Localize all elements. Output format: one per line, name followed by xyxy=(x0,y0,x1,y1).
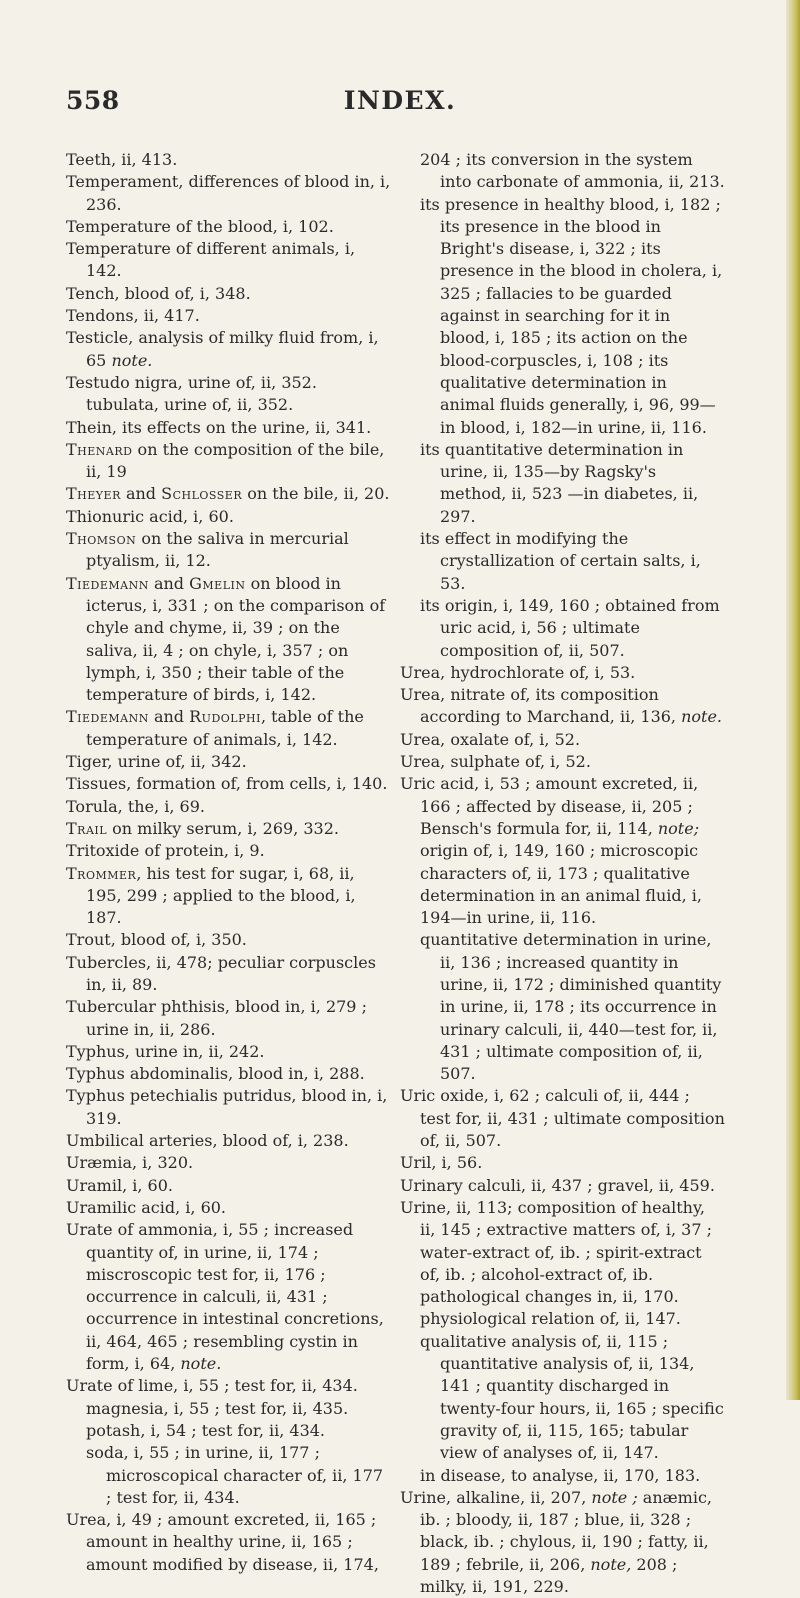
index-entry xyxy=(66,394,393,416)
entry-text: Uræmia, i, 320. xyxy=(66,1153,194,1173)
index-entry xyxy=(66,1041,393,1063)
entry-text: Trout, blood of, i, 350. xyxy=(66,930,247,950)
note-reference: note, xyxy=(590,1554,632,1574)
entry-text: Tubercular phthisis, blood in, i, 279 ; urine in, ii, 286. xyxy=(66,997,367,1039)
index-entry xyxy=(66,706,393,751)
author-name: Thomson xyxy=(66,529,137,549)
entry-text: on milky serum, i, 269, 332. xyxy=(107,818,339,838)
index-entry xyxy=(400,1331,725,1465)
entry-text: and xyxy=(148,707,190,727)
author-name: Tiedemann xyxy=(66,573,149,593)
index-entry xyxy=(66,1152,393,1174)
entry-text: Umbilical arteries, blood of, i, 238. xyxy=(66,1131,349,1151)
entry-text: Urea, i, 49 ; amount excreted, ii, 165 ; amount in healthy urine, ii, 165 ; amount modified by disease, ii, 174, xyxy=(66,1510,379,1574)
index-entry xyxy=(66,1442,393,1509)
index-entry xyxy=(400,194,725,439)
index-entry xyxy=(66,283,393,305)
index-entry xyxy=(400,1487,725,1598)
index-entry xyxy=(66,439,393,484)
index-entry xyxy=(400,1286,725,1308)
index-column-right xyxy=(400,149,725,1598)
author-name: Schlosser xyxy=(161,484,243,504)
index-entry xyxy=(66,1175,393,1197)
entry-text: Urine, ii, 113; composition of healthy, ii, 145 ; extractive matters of, i, 37 ; water-extract of, ib. ; spirit-extract of, ib. ; alcohol-extract of, ib. xyxy=(400,1197,712,1284)
index-entry xyxy=(400,1308,725,1330)
index-entry xyxy=(66,863,393,930)
index-entry xyxy=(66,528,393,573)
entry-text: Urea, nitrate of, its composition according to Marchand, ii, 136, xyxy=(400,685,682,727)
entry-text: Teeth, ii, 413. xyxy=(66,150,178,169)
index-entry xyxy=(66,1197,393,1219)
entry-text: Uric acid, i, 53 ; amount excreted, ii, 166 ; affected by disease, ii, 205 ; Bensch's formula for, ii, 114, xyxy=(400,774,699,838)
index-entry xyxy=(66,952,393,997)
note-reference: note ; xyxy=(591,1487,638,1507)
index-entry xyxy=(66,216,393,238)
index-entry xyxy=(66,1398,393,1420)
entry-text: Uric oxide, i, 62 ; calculi of, ii, 444 ; test for, ii, 431 ; ultimate composition of, ii, 507. xyxy=(400,1086,725,1151)
entry-text: on the bile, ii, 20. xyxy=(242,484,390,504)
index-entry xyxy=(66,417,393,439)
index-entry xyxy=(66,840,393,862)
author-name: Rudolphi xyxy=(189,707,261,727)
index-entry xyxy=(66,149,393,171)
note-reference: note; xyxy=(657,818,700,838)
index-column-left xyxy=(66,149,393,1576)
entry-text: Uramilic acid, i, 60. xyxy=(66,1197,227,1217)
entry-text: potash, i, 54 ; test for, ii, 434. xyxy=(86,1420,326,1440)
index-entry xyxy=(66,1375,393,1397)
entry-text: Temperature of different animals, i, 142. xyxy=(66,239,356,281)
index-entry xyxy=(66,171,393,216)
entry-text: Urate of lime, i, 55 ; test for, ii, 434. xyxy=(66,1376,358,1396)
index-entry xyxy=(66,818,393,840)
index-entry xyxy=(66,1509,393,1576)
entry-text: Testicle, analysis of milky fluid from, i, 65 xyxy=(66,328,379,370)
index-entry xyxy=(66,372,393,394)
entry-text: on the composition of the bile, ii, 19 xyxy=(86,439,385,482)
index-entry xyxy=(66,305,393,327)
entry-text: origin of, i, 149, 160 ; microscopic characters of, ii, 173 ; qualitative determination in an animal fluid, i, 194—in urine, ii, 116. xyxy=(420,841,702,928)
entry-text: magnesia, i, 55 ; test for, ii, 435. xyxy=(86,1398,349,1418)
entry-text: and xyxy=(148,573,190,593)
page-edge-shadow xyxy=(786,0,800,1400)
index-entry xyxy=(400,1465,725,1487)
index-entry xyxy=(66,751,393,773)
author-name: Thenard xyxy=(66,439,133,459)
index-entry xyxy=(66,1420,393,1442)
entry-text: Urate of ammonia, i, 55 ; increased quantity of, in urine, ii, 174 ; miscroscopic test for, ii, 176 ; occurrence in calculi, ii, 431 ; occurrence in intestinal concretions, ii, 464, 465 ; resembling cystin in form, i, 64, xyxy=(66,1220,384,1374)
entry-text: Tiger, urine of, ii, 342. xyxy=(66,752,247,772)
entry-text: soda, i, 55 ; in urine, ii, 177 ; microscopical character of, ii, 177 ; test for, ii, 434. xyxy=(86,1443,384,1507)
entry-text: Temperament, differences of blood in, i, 236. xyxy=(66,172,391,214)
index-entry xyxy=(66,1130,393,1152)
author-name: Gmelin xyxy=(189,573,246,593)
entry-text: Tubercles, ii, 478; peculiar corpuscles in, ii, 89. xyxy=(66,952,376,994)
index-entry xyxy=(400,684,725,729)
entry-text: 204 ; its conversion in the system into carbonate of ammonia, ii, 213. xyxy=(420,150,725,192)
entry-text: Tritoxide of protein, i, 9. xyxy=(66,841,265,861)
entry-text: Thionuric acid, i, 60. xyxy=(66,506,234,526)
index-entry xyxy=(66,1085,393,1130)
index-entry xyxy=(66,996,393,1041)
entry-text: Tench, blood of, i, 348. xyxy=(66,283,251,303)
index-entry xyxy=(400,595,725,662)
note-reference: note. xyxy=(180,1354,222,1374)
entry-text: its effect in modifying the crystallization of certain salts, i, 53. xyxy=(420,529,701,593)
index-entry xyxy=(400,149,725,194)
note-reference: note. xyxy=(681,707,723,727)
entry-text: Urinary calculi, ii, 437 ; gravel, ii, 459. xyxy=(400,1175,715,1195)
note-reference: note. xyxy=(111,350,153,370)
entry-text: its presence in healthy blood, i, 182 ; its presence in the blood in Bright's disease, i, 322 ; its presence in the blood in cholera, i, 325 ; fallacies to be guarded against in searching for it in blood, i, 185 ; its action on the blood-corpuscles, i, 108 ; its qualitative determination in animal fluids generally, i, 96, 99—in blood, i, 182—in urine, ii, 116. xyxy=(420,194,723,437)
index-entry xyxy=(400,1152,725,1174)
entry-text: , his test for sugar, i, 68, ii, 195, 299 ; applied to the blood, i, 187. xyxy=(86,863,356,928)
index-entry xyxy=(400,1175,725,1197)
running-title: INDEX. xyxy=(343,86,457,115)
entry-text: Tendons, ii, 417. xyxy=(66,306,200,326)
entry-text: and xyxy=(120,484,162,504)
entry-text: Typhus petechialis putridus, blood in, i, 319. xyxy=(66,1086,388,1128)
author-name: Trommer xyxy=(66,863,137,883)
index-entry xyxy=(66,1219,393,1375)
entry-text: 208 ; milky, ii, 191, 229. xyxy=(420,1554,678,1596)
index-entry xyxy=(400,662,725,684)
entry-text: Typhus, urine in, ii, 242. xyxy=(66,1041,265,1061)
entry-text: Urea, oxalate of, i, 52. xyxy=(400,729,581,749)
entry-text: , table of the temperature of animals, i, 142. xyxy=(86,707,364,749)
entry-text: Typhus abdominalis, blood in, i, 288. xyxy=(66,1064,365,1084)
entry-text: on the saliva in mercurial ptyalism, ii, 12. xyxy=(86,529,349,571)
index-entry xyxy=(400,929,725,1085)
index-entry xyxy=(66,1063,393,1085)
entry-text: Uril, i, 56. xyxy=(400,1153,483,1173)
entry-text: Urea, sulphate of, i, 52. xyxy=(400,752,591,772)
index-entry xyxy=(400,729,725,751)
entry-text: Thein, its effects on the urine, ii, 341. xyxy=(66,417,372,437)
entry-text: tubulata, urine of, ii, 352. xyxy=(86,395,294,415)
entry-text: Testudo nigra, urine of, ii, 352. xyxy=(66,372,317,392)
author-name: Tiedemann xyxy=(66,707,149,727)
entry-text: pathological changes in, ii, 170. xyxy=(420,1287,679,1307)
entry-text: on blood in icterus, i, 331 ; on the comparison of chyle and chyme, ii, 39 ; on the saliva, ii, 4 ; on chyle, i, 357 ; on lymph, i, 350 ; their table of the temperature of birds, i, 142. xyxy=(86,573,386,705)
entry-text: Urine, alkaline, ii, 207, xyxy=(400,1487,592,1507)
index-entry xyxy=(66,327,393,372)
page-header xyxy=(0,86,800,126)
entry-text: Temperature of the blood, i, 102. xyxy=(66,216,334,236)
index-entry xyxy=(66,483,393,505)
index-entry xyxy=(66,929,393,951)
index-entry xyxy=(400,439,725,528)
index-entry xyxy=(400,751,725,773)
entry-text: Torula, the, i, 69. xyxy=(66,796,205,816)
entry-text: physiological relation of, ii, 147. xyxy=(420,1309,681,1329)
entry-text: Urea, hydrochlorate of, i, 53. xyxy=(400,662,636,682)
entry-text: Uramil, i, 60. xyxy=(66,1175,173,1195)
index-entry xyxy=(66,506,393,528)
index-entry xyxy=(400,1085,725,1152)
entry-text: Tissues, formation of, from cells, i, 140. xyxy=(66,774,388,794)
index-entry xyxy=(66,238,393,283)
index-entry xyxy=(66,796,393,818)
entry-text: its origin, i, 149, 160 ; obtained from uric acid, i, 56 ; ultimate composition of, ii, 507. xyxy=(420,595,720,660)
entry-text: its quantitative determination in urine, ii, 135—by Ragsky's method, ii, 523 —in diabetes, ii, 297. xyxy=(420,439,699,526)
entry-text: anæmic, ib. ; bloody, ii, 187 ; blue, ii, 328 ; black, ib. ; chylous, ii, 190 ; fatty, ii, 189 ; febrile, ii, 206, xyxy=(420,1487,713,1574)
index-entry xyxy=(400,528,725,595)
page-number: 558 xyxy=(66,86,120,115)
entry-text: in disease, to analyse, ii, 170, 183. xyxy=(420,1465,701,1485)
author-name: Trail xyxy=(66,818,108,838)
entry-text: qualitative analysis of, ii, 115 ; quantitative analysis of, ii, 134, 141 ; quantity discharged in twenty-four hours, ii, 165 ; specific gravity of, ii, 115, 165; tabular view of analyses of, ii, 147. xyxy=(420,1331,724,1463)
index-entry xyxy=(400,1197,725,1286)
index-entry xyxy=(66,773,393,795)
index-entry xyxy=(400,773,725,929)
index-entry xyxy=(66,573,393,707)
entry-text: quantitative determination in urine, ii, 136 ; increased quantity in urine, ii, 172 ; diminished quantity in urine, ii, 178 ; its occurrence in urinary calculi, ii, 440—test for, ii, 431 ; ultimate composition of, ii, 507. xyxy=(420,930,722,1084)
author-name: Theyer xyxy=(66,484,121,504)
